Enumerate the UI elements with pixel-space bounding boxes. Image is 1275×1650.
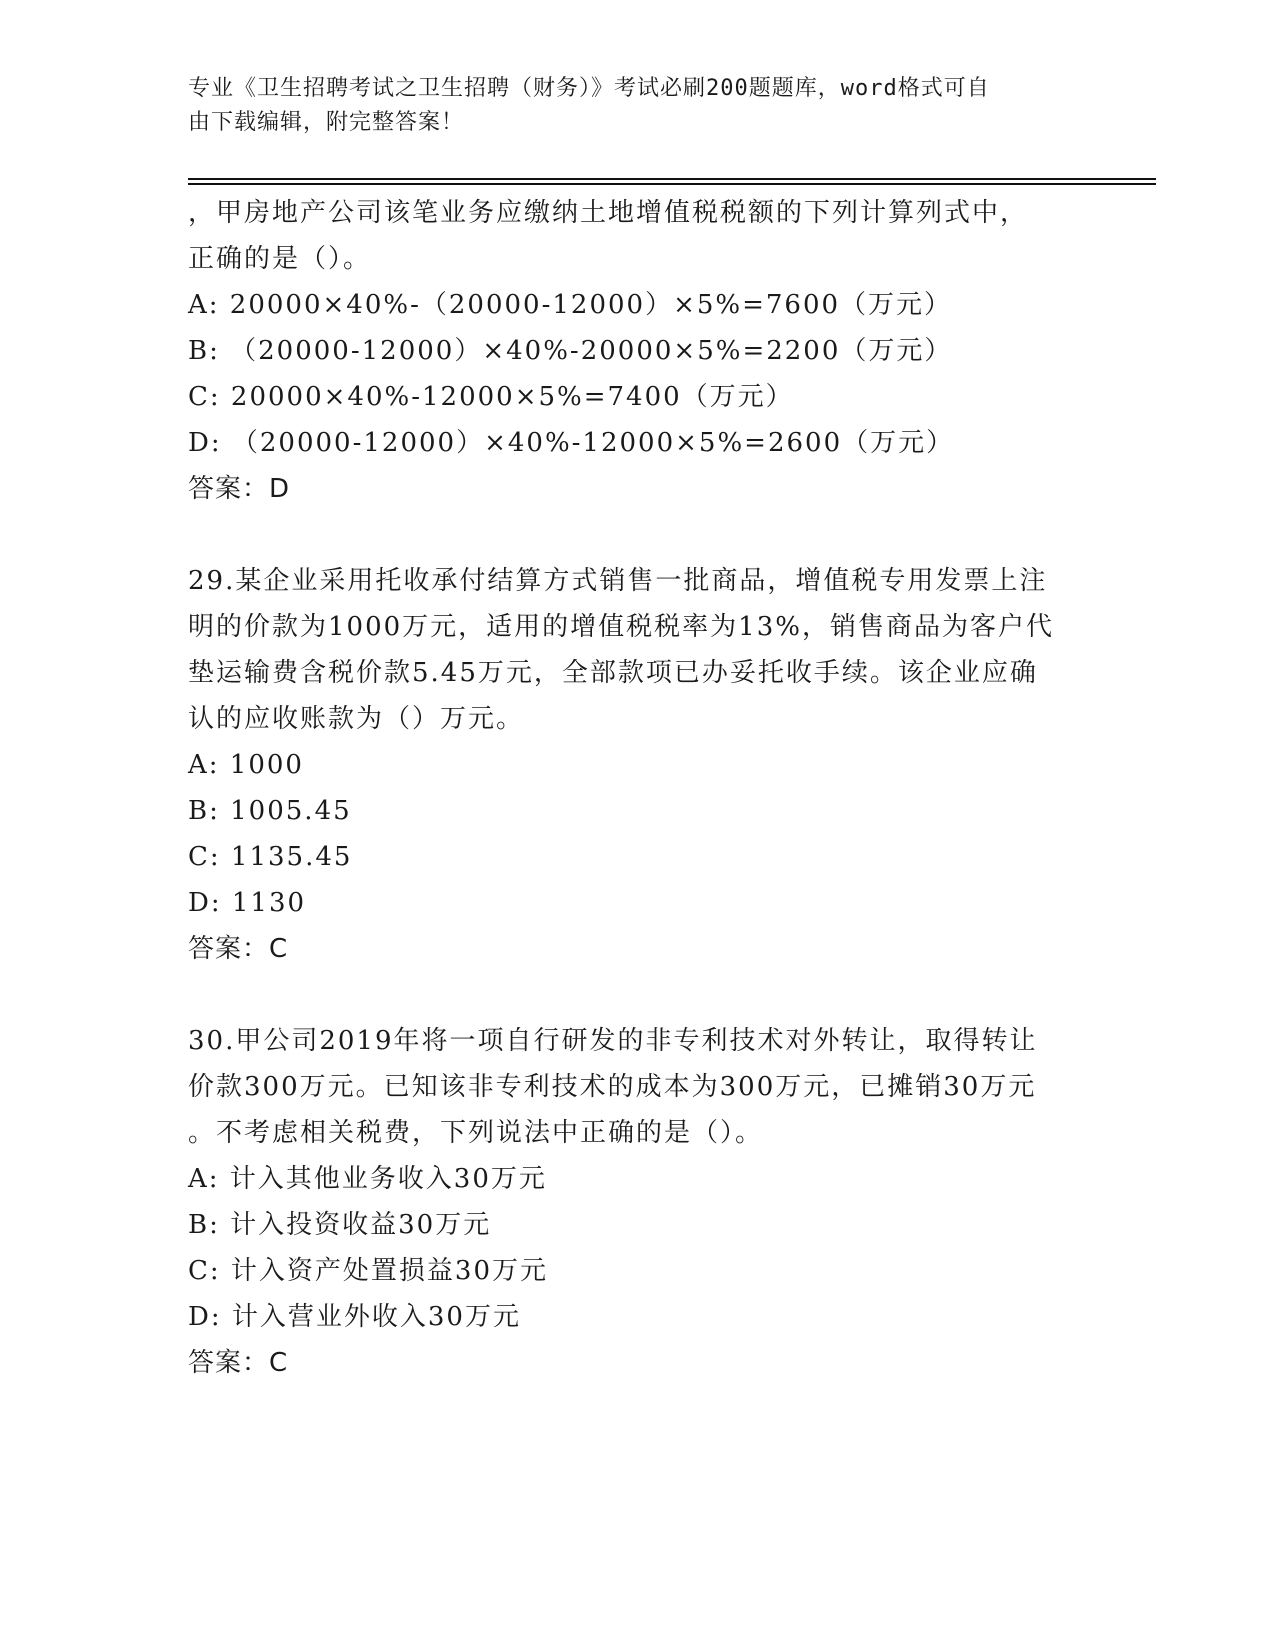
header-line-2: 由下载编辑，附完整答案！ [188, 110, 465, 135]
question-stem-line: 正确的是（）。 [188, 244, 372, 274]
option-b: B: （20000-12000）×40%-20000×5%=2200（万元） [188, 336, 953, 366]
option-d: D: 1130 [188, 888, 307, 918]
header-line-1: 专业《卫生招聘考试之卫生招聘（财务）》考试必刷200题题库，word格式可自 [188, 76, 990, 101]
question-stem-line: 垫运输费含税价款5.45万元，全部款项已办妥托收手续。该企业应确 [188, 658, 1038, 688]
option-d: D: （20000-12000）×40%-12000×5%=2600（万元） [188, 428, 955, 458]
question-28 [188, 190, 1088, 512]
question-stem-line: 认的应收账款为（）万元。 [188, 704, 525, 734]
question-list [188, 190, 1088, 1386]
option-a: A: 计入其他业务收入30万元 [188, 1164, 547, 1194]
option-b: B: 1005.45 [188, 796, 352, 826]
question-29 [188, 558, 1088, 972]
option-b: B: 计入投资收益30万元 [188, 1210, 492, 1240]
option-c: C: 20000×40%-12000×5%=7400（万元） [188, 382, 794, 412]
question-30 [188, 1018, 1088, 1386]
question-stem-line: ，甲房地产公司该笔业务应缴纳土地增值税税额的下列计算列式中， [188, 198, 1029, 228]
header-divider-bottom [188, 183, 1156, 185]
question-stem-line: 29.某企业采用托收承付结算方式销售一批商品，增值税专用发票上注 [188, 566, 1048, 596]
option-a: A: 20000×40%-（20000-12000）×5%=7600（万元） [188, 290, 953, 320]
question-stem-line: 明的价款为1000万元，适用的增值税税率为13%，销售商品为客户代 [188, 612, 1054, 642]
option-d: D: 计入营业外收入30万元 [188, 1302, 521, 1332]
option-c: C: 计入资产处置损益30万元 [188, 1256, 549, 1286]
document-header [188, 72, 1068, 140]
question-spacer [188, 972, 1088, 1018]
answer-label: 答案：C [188, 934, 289, 964]
question-stem-line: 价款300万元。已知该非专利技术的成本为300万元，已摊销30万元 [188, 1072, 1037, 1102]
question-spacer [188, 512, 1088, 558]
header-divider-top [188, 178, 1156, 180]
option-a: A: 1000 [188, 750, 304, 780]
option-c: C: 1135.45 [188, 842, 353, 872]
answer-label: 答案：D [188, 474, 291, 504]
question-stem-line: 。不考虑相关税费，下列说法中正确的是（）。 [188, 1118, 764, 1148]
answer-label: 答案：C [188, 1348, 289, 1378]
question-stem-line: 30.甲公司2019年将一项自行研发的非专利技术对外转让，取得转让 [188, 1026, 1038, 1056]
